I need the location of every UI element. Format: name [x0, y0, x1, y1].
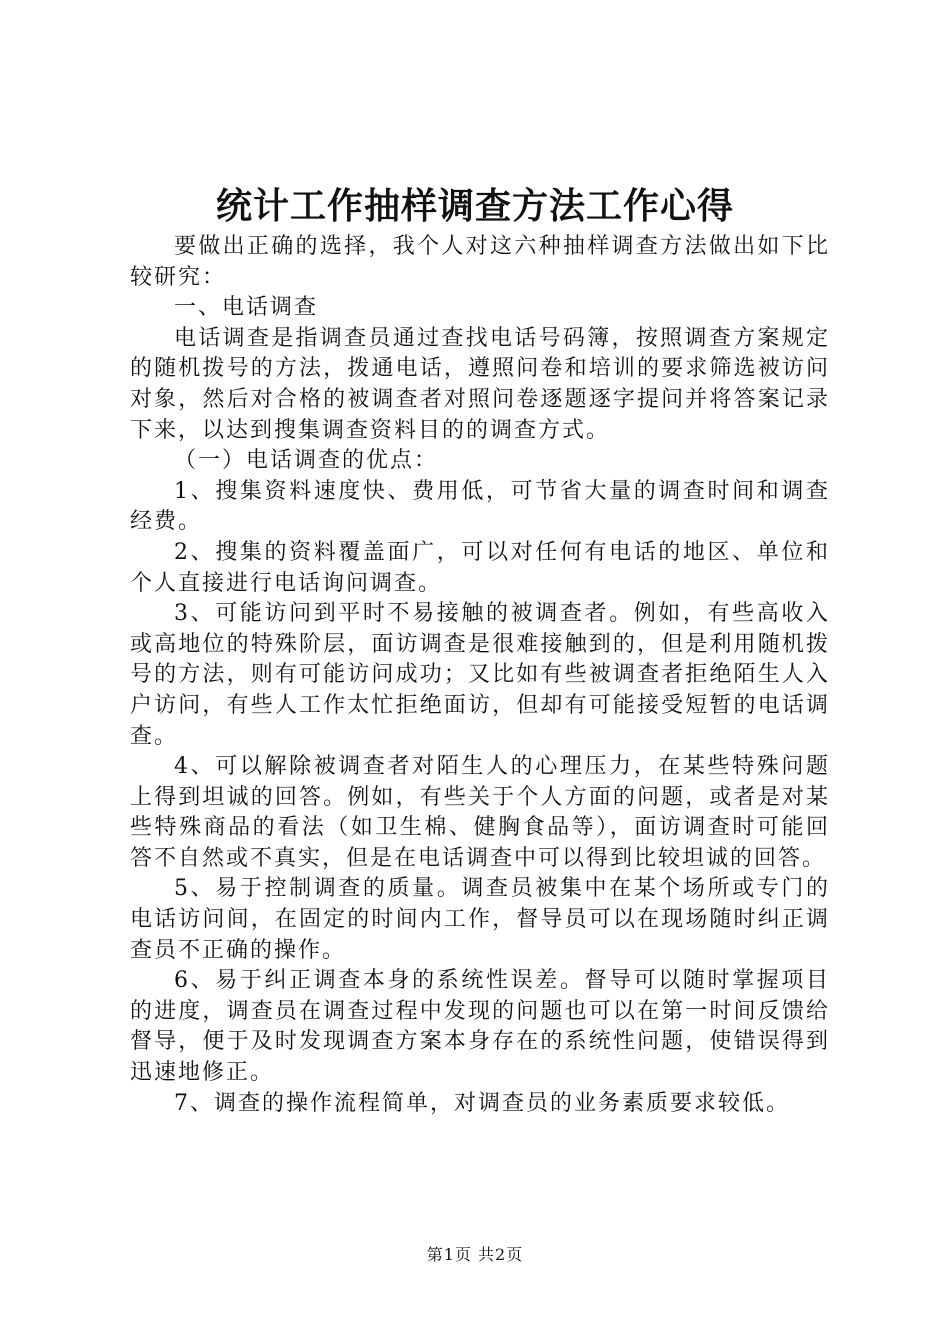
- document-title: 统计工作抽样调查方法工作心得: [215, 185, 734, 227]
- intro-paragraph: 要做出正确的选择，我个人对这六种抽样调查方法做出如下比较研究：: [130, 234, 830, 290]
- advantage-item-4: 4、可以解除被调查者对陌生人的心理压力，在某些特殊问题上得到坦诚的回答。例如，有些关于个人方面的问题，或者是对某些特殊商品的看法（如卫生棉、健胸食品等），面访调查时可能回答不自然或不真实，但是在电话调查中可以得到比较坦诚的回答。: [130, 754, 830, 871]
- advantage-item-6: 6、易于纠正调查本身的系统性误差。督导可以随时掌握项目的进度，调查员在调查过程中发现的问题也可以在第一时间反馈给督导，便于及时发现调查方案本身存在的系统性问题，使错误得到迅速地修正。: [130, 968, 830, 1086]
- advantage-item-3: 3、可能访问到平时不易接触的被调查者。例如，有些高收入或高地位的特殊阶层，面访调查是很难接触到的，但是利用随机拨号的方法，则有可能访问成功；又比如有些被调查者拒绝陌生人入户访问，有些人工作太忙拒绝面访，但却有可能接受短暂的电话调查。: [130, 601, 830, 749]
- advantage-item-5: 5、易于控制调查的质量。调查员被集中在某个场所或专门的电话访问间，在固定的时间内工作，督导员可以在现场随时纠正调查员不正确的操作。: [130, 876, 830, 963]
- phone-survey-definition-paragraph: 电话调查是指调查员通过查找电话号码簿，按照调查方案规定的随机拨号的方法，拨通电话，遵照问卷和培训的要求筛选被访问对象，然后对合格的被调查者对照问卷逐题逐字提问并将答案记录下来，以达到搜集调查资料目的的调查方式。: [130, 325, 830, 443]
- subsection-heading-advantages: （一）电话调查的优点：: [174, 448, 439, 474]
- section-heading-phone-survey: 一、电话调查: [174, 295, 319, 321]
- document-body: [130, 232, 830, 1119]
- advantage-item-1: 1、搜集资料速度快、费用低，可节省大量的调查时间和调查经费。: [130, 478, 830, 535]
- advantage-item-7: 7、调查的操作流程简单，对调查员的业务素质要求较低。: [174, 1090, 790, 1116]
- advantage-item-2: 2、搜集的资料覆盖面广，可以对任何有电话的地区、单位和个人直接进行电话询问调查。: [130, 539, 830, 596]
- page-number-footer: 第1页 共2页: [426, 1245, 524, 1264]
